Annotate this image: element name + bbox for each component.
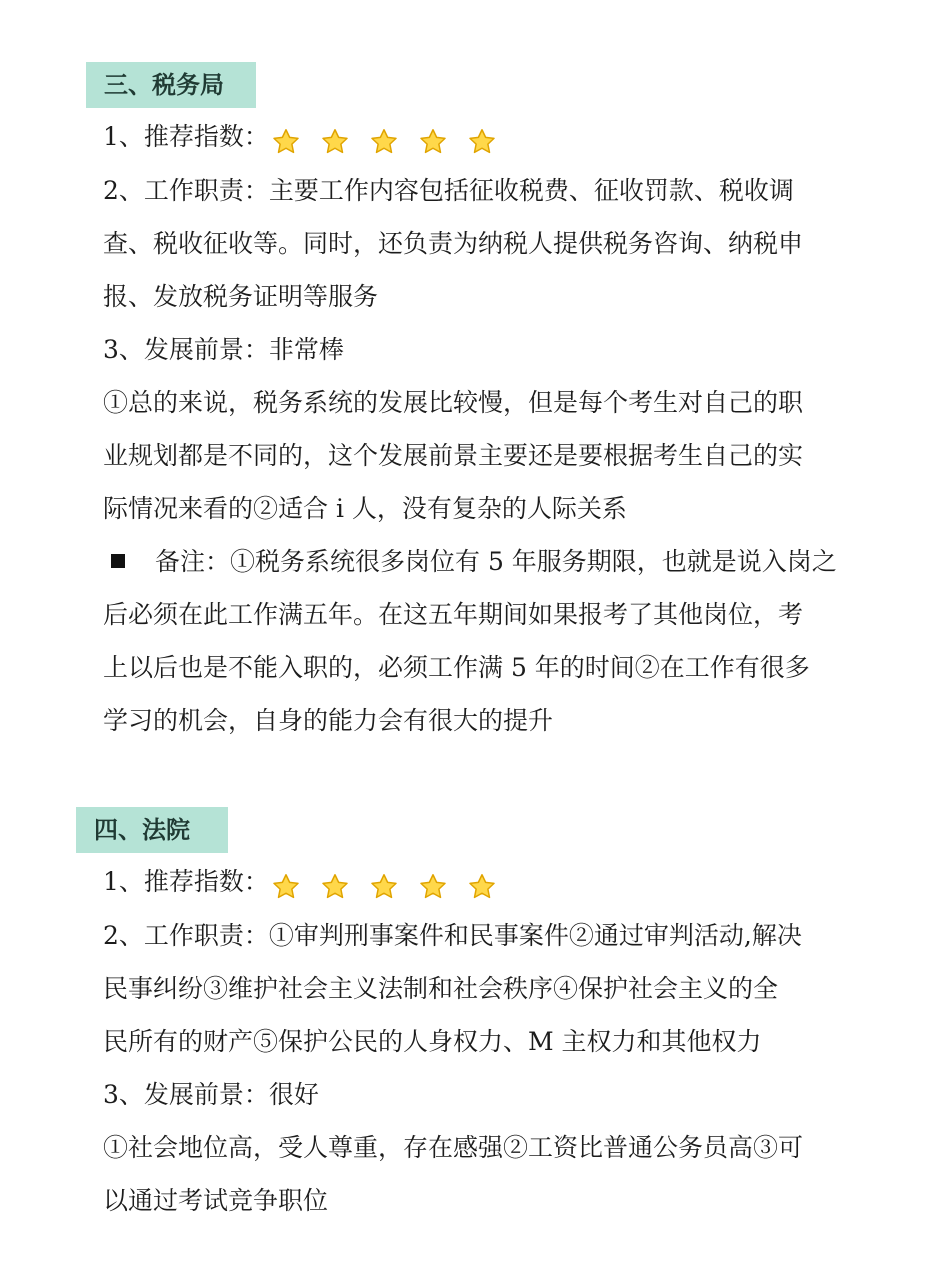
section-title: 三、税务局 [86, 62, 256, 108]
note-line: 学习的机会，自身的能力会有很大的提升 [103, 706, 554, 735]
paragraph-line: 以通过考试竞争职位 [103, 1186, 329, 1215]
rating-row [103, 865, 843, 902]
paragraph-line: 查、税收征收等。同时，还负责为纳税人提供税务咨询、纳税申 [103, 229, 804, 258]
section-title: 四、法院 [76, 807, 228, 853]
star-icon [271, 872, 301, 902]
star-icon [320, 127, 350, 157]
paragraph-line: 民事纠纷③维护社会主义法制和社会秩序④保护社会主义的全 [103, 974, 779, 1003]
paragraph-line: 民所有的财产⑤保护公民的人身权力、M 主权力和其他权力 [103, 1027, 762, 1056]
note-line: 上以后也是不能入职的，必须工作满 5 年的时间②在工作有很多 [103, 653, 810, 682]
note-line [103, 545, 843, 579]
paragraph-line: 报、发放税务证明等服务 [103, 282, 379, 311]
paragraph-line: 3、发展前景：很好 [103, 1080, 319, 1109]
rating-label: 1、推荐指数： [103, 867, 269, 896]
rating-row [103, 120, 843, 157]
paragraph-line: 3、发展前景：非常棒 [103, 335, 344, 364]
star-icon [418, 127, 448, 157]
star-icon [320, 872, 350, 902]
paragraph-line: ①社会地位高，受人尊重，存在感强②工资比普通公务员高③可 [103, 1133, 804, 1162]
note-text: 备注：①税务系统很多岗位有 5 年服务期限，也就是说入岗之 [155, 547, 837, 576]
paragraph-line: 际情况来看的②适合 i 人，没有复杂的人际关系 [103, 494, 627, 523]
rating-stars [271, 868, 516, 902]
star-icon [418, 872, 448, 902]
paragraph-line: 业规划都是不同的，这个发展前景主要还是要根据考生自己的实 [103, 441, 804, 470]
star-icon [271, 127, 301, 157]
paragraph-line: 2、工作职责：主要工作内容包括征收税费、征收罚款、税收调 [103, 176, 794, 205]
star-icon [467, 872, 497, 902]
note-line: 后必须在此工作满五年。在这五年期间如果报考了其他岗位，考 [103, 600, 804, 629]
star-icon [467, 127, 497, 157]
star-icon [369, 872, 399, 902]
paragraph-line: 2、工作职责：①审判刑事案件和民事案件②通过审判活动,解决 [103, 921, 802, 950]
rating-label: 1、推荐指数： [103, 122, 269, 151]
paragraph-line: ①总的来说，税务系统的发展比较慢，但是每个考生对自己的职 [103, 388, 804, 417]
square-bullet-icon [111, 554, 125, 568]
star-icon [369, 127, 399, 157]
rating-stars [271, 123, 516, 157]
